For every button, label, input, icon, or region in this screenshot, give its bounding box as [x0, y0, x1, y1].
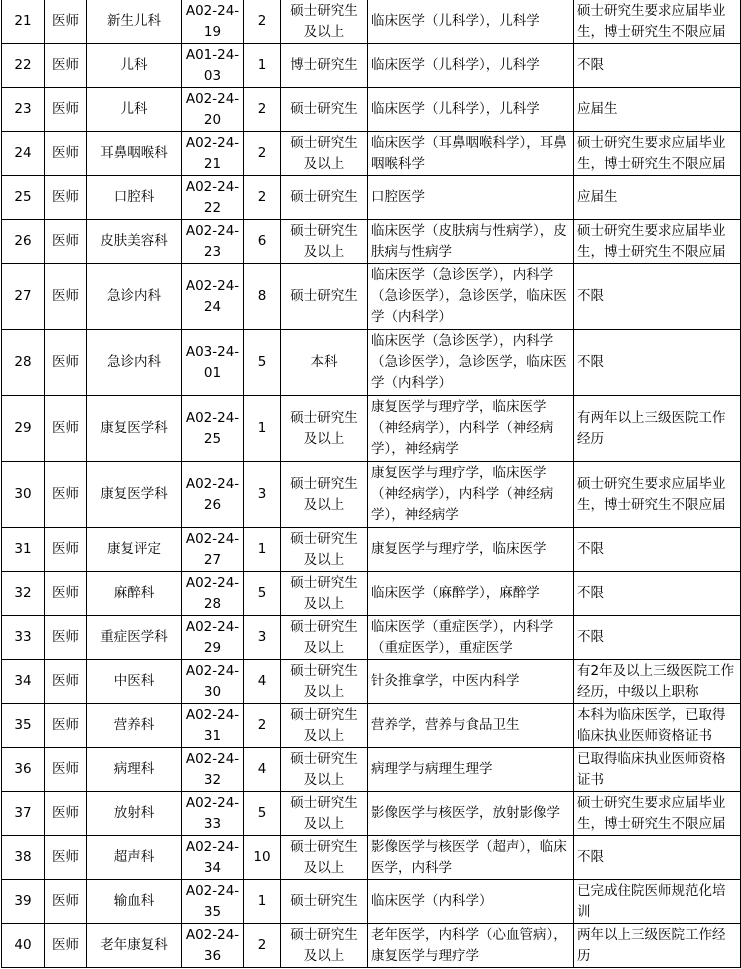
table-row [2, 880, 741, 924]
cell-post: 医师 [45, 88, 87, 132]
cell-education: 硕士研究生及以上 [281, 792, 368, 836]
cell-dept: 儿科 [87, 44, 182, 88]
cell-major: 老年医学，内科学（心血管病），康复医学与理疗学 [368, 924, 574, 968]
cell-no: 24 [2, 132, 45, 176]
cell-dept: 中医科 [87, 660, 182, 704]
cell-education: 硕士研究生及以上 [281, 748, 368, 792]
cell-dept: 输血科 [87, 880, 182, 924]
cell-major: 临床医学（麻醉学），麻醉学 [368, 572, 574, 616]
cell-education: 硕士研究生及以上 [281, 220, 368, 264]
cell-major: 临床医学（儿科学），儿科学 [368, 0, 574, 44]
cell-count: 10 [244, 836, 281, 880]
cell-post: 医师 [45, 462, 87, 528]
table-row [2, 616, 741, 660]
cell-education: 硕士研究生 [281, 264, 368, 330]
cell-no: 25 [2, 176, 45, 220]
cell-education: 硕士研究生 [281, 88, 368, 132]
cell-dept: 营养科 [87, 704, 182, 748]
cell-requirement: 不限 [574, 264, 741, 330]
table-row [2, 572, 741, 616]
cell-no: 21 [2, 0, 45, 44]
cell-no: 36 [2, 748, 45, 792]
cell-dept: 急诊内科 [87, 264, 182, 330]
cell-dept: 急诊内科 [87, 330, 182, 396]
cell-no: 34 [2, 660, 45, 704]
cell-dept: 康复医学科 [87, 462, 182, 528]
cell-requirement: 硕士研究生要求应届毕业生，博士研究生不限应届 [574, 462, 741, 528]
cell-post: 医师 [45, 572, 87, 616]
cell-no: 23 [2, 88, 45, 132]
cell-major: 临床医学（耳鼻咽喉科学），耳鼻咽喉科学 [368, 132, 574, 176]
table-row [2, 220, 741, 264]
cell-requirement: 不限 [574, 572, 741, 616]
cell-no: 40 [2, 924, 45, 968]
table-row [2, 836, 741, 880]
cell-education: 硕士研究生 [281, 176, 368, 220]
cell-post: 医师 [45, 44, 87, 88]
cell-education: 硕士研究生及以上 [281, 572, 368, 616]
cell-requirement: 不限 [574, 616, 741, 660]
cell-major: 影像医学与核医学，放射影像学 [368, 792, 574, 836]
cell-major: 临床医学（儿科学），儿科学 [368, 88, 574, 132]
cell-count: 2 [244, 704, 281, 748]
cell-count: 1 [244, 528, 281, 572]
cell-education: 硕士研究生及以上 [281, 660, 368, 704]
cell-count: 2 [244, 924, 281, 968]
cell-count: 2 [244, 0, 281, 44]
cell-post: 医师 [45, 616, 87, 660]
cell-post: 医师 [45, 704, 87, 748]
cell-post: 医师 [45, 0, 87, 44]
cell-count: 8 [244, 264, 281, 330]
cell-requirement: 硕士研究生要求应届毕业生，博士研究生不限应届 [574, 0, 741, 44]
cell-requirement: 硕士研究生要求应届毕业生，博士研究生不限应届 [574, 792, 741, 836]
cell-education: 硕士研究生 [281, 880, 368, 924]
cell-major: 康复医学与理疗学，临床医学（神经病学），内科学（神经病学），神经病学 [368, 462, 574, 528]
cell-dept: 康复评定 [87, 528, 182, 572]
cell-no: 37 [2, 792, 45, 836]
cell-major: 病理学与病理生理学 [368, 748, 574, 792]
cell-no: 28 [2, 330, 45, 396]
table-row [2, 396, 741, 462]
cell-code: A02-24-19 [182, 0, 244, 44]
cell-no: 33 [2, 616, 45, 660]
cell-no: 30 [2, 462, 45, 528]
cell-requirement: 不限 [574, 528, 741, 572]
cell-major: 临床医学（儿科学），儿科学 [368, 44, 574, 88]
cell-dept: 病理科 [87, 748, 182, 792]
table-row [2, 132, 741, 176]
cell-requirement: 硕士研究生要求应届毕业生，博士研究生不限应届 [574, 132, 741, 176]
cell-code: A02-24-29 [182, 616, 244, 660]
table-row [2, 88, 741, 132]
cell-no: 27 [2, 264, 45, 330]
cell-code: A01-24-03 [182, 44, 244, 88]
cell-post: 医师 [45, 924, 87, 968]
cell-no: 31 [2, 528, 45, 572]
cell-dept: 麻醉科 [87, 572, 182, 616]
cell-count: 4 [244, 748, 281, 792]
cell-requirement: 不限 [574, 44, 741, 88]
table-row [2, 528, 741, 572]
cell-requirement: 有两年以上三级医院工作经历 [574, 396, 741, 462]
cell-count: 3 [244, 462, 281, 528]
cell-count: 4 [244, 660, 281, 704]
cell-code: A02-24-21 [182, 132, 244, 176]
cell-education: 硕士研究生及以上 [281, 396, 368, 462]
cell-count: 5 [244, 792, 281, 836]
cell-major: 康复医学与理疗学，临床医学 [368, 528, 574, 572]
cell-dept: 放射科 [87, 792, 182, 836]
cell-code: A02-24-35 [182, 880, 244, 924]
cell-code: A02-24-30 [182, 660, 244, 704]
cell-count: 1 [244, 880, 281, 924]
cell-code: A02-24-23 [182, 220, 244, 264]
cell-dept: 新生儿科 [87, 0, 182, 44]
cell-requirement: 两年以上三级医院工作经历 [574, 924, 741, 968]
cell-major: 口腔医学 [368, 176, 574, 220]
cell-post: 医师 [45, 528, 87, 572]
cell-education: 硕士研究生及以上 [281, 462, 368, 528]
cell-major: 临床医学（急诊医学），内科学（急诊医学），急诊医学，临床医学（内科学） [368, 330, 574, 396]
cell-count: 1 [244, 396, 281, 462]
cell-code: A02-24-24 [182, 264, 244, 330]
cell-post: 医师 [45, 792, 87, 836]
cell-no: 38 [2, 836, 45, 880]
cell-dept: 康复医学科 [87, 396, 182, 462]
cell-post: 医师 [45, 220, 87, 264]
cell-requirement: 应届生 [574, 176, 741, 220]
cell-code: A02-24-25 [182, 396, 244, 462]
table-row [2, 748, 741, 792]
cell-major: 临床医学（内科学） [368, 880, 574, 924]
cell-major: 影像医学与核医学（超声），临床医学，内科学 [368, 836, 574, 880]
cell-education: 硕士研究生及以上 [281, 704, 368, 748]
cell-code: A02-24-20 [182, 88, 244, 132]
table-row [2, 792, 741, 836]
cell-post: 医师 [45, 836, 87, 880]
cell-dept: 老年康复科 [87, 924, 182, 968]
cell-post: 医师 [45, 264, 87, 330]
cell-no: 39 [2, 880, 45, 924]
cell-dept: 耳鼻咽喉科 [87, 132, 182, 176]
cell-post: 医师 [45, 880, 87, 924]
cell-requirement: 已完成住院医师规范化培训 [574, 880, 741, 924]
cell-count: 1 [244, 44, 281, 88]
cell-major: 临床医学（急诊医学），内科学（急诊医学），急诊医学，临床医学（内科学） [368, 264, 574, 330]
cell-code: A02-24-28 [182, 572, 244, 616]
cell-requirement: 有2年及以上三级医院工作经历，中级以上职称 [574, 660, 741, 704]
table-row [2, 462, 741, 528]
cell-requirement: 不限 [574, 836, 741, 880]
table-row [2, 44, 741, 88]
cell-major: 针灸推拿学，中医内科学 [368, 660, 574, 704]
cell-education: 硕士研究生及以上 [281, 528, 368, 572]
cell-post: 医师 [45, 176, 87, 220]
cell-requirement: 已取得临床执业医师资格证书 [574, 748, 741, 792]
cell-count: 5 [244, 572, 281, 616]
cell-dept: 口腔科 [87, 176, 182, 220]
cell-post: 医师 [45, 748, 87, 792]
table-row [2, 330, 741, 396]
cell-code: A02-24-22 [182, 176, 244, 220]
table-body [2, 0, 741, 968]
cell-code: A03-24-01 [182, 330, 244, 396]
cell-no: 32 [2, 572, 45, 616]
cell-post: 医师 [45, 396, 87, 462]
cell-dept: 皮肤美容科 [87, 220, 182, 264]
cell-dept: 儿科 [87, 88, 182, 132]
cell-education: 硕士研究生及以上 [281, 132, 368, 176]
cell-post: 医师 [45, 330, 87, 396]
cell-major: 临床医学（皮肤病与性病学），皮肤病与性病学 [368, 220, 574, 264]
table-row [2, 176, 741, 220]
cell-code: A02-24-36 [182, 924, 244, 968]
cell-no: 35 [2, 704, 45, 748]
table-row [2, 924, 741, 968]
recruitment-table [1, 0, 741, 968]
cell-no: 29 [2, 396, 45, 462]
cell-count: 6 [244, 220, 281, 264]
cell-education: 博士研究生 [281, 44, 368, 88]
cell-code: A02-24-34 [182, 836, 244, 880]
cell-education: 硕士研究生及以上 [281, 0, 368, 44]
cell-major: 临床医学（重症医学），内科学（重症医学），重症医学 [368, 616, 574, 660]
table-row [2, 704, 741, 748]
cell-count: 2 [244, 88, 281, 132]
cell-post: 医师 [45, 132, 87, 176]
cell-no: 22 [2, 44, 45, 88]
table-row [2, 0, 741, 44]
cell-code: A02-24-27 [182, 528, 244, 572]
cell-code: A02-24-26 [182, 462, 244, 528]
cell-major: 康复医学与理疗学，临床医学（神经病学），内科学（神经病学），神经病学 [368, 396, 574, 462]
cell-education: 硕士研究生及以上 [281, 836, 368, 880]
cell-education: 本科 [281, 330, 368, 396]
cell-count: 2 [244, 176, 281, 220]
cell-education: 硕士研究生及以上 [281, 924, 368, 968]
cell-dept: 超声科 [87, 836, 182, 880]
cell-code: A02-24-32 [182, 748, 244, 792]
table-row [2, 660, 741, 704]
cell-education: 硕士研究生及以上 [281, 616, 368, 660]
cell-code: A02-24-31 [182, 704, 244, 748]
cell-requirement: 应届生 [574, 88, 741, 132]
cell-requirement: 硕士研究生要求应届毕业生，博士研究生不限应届 [574, 220, 741, 264]
cell-code: A02-24-33 [182, 792, 244, 836]
table-row [2, 264, 741, 330]
cell-dept: 重症医学科 [87, 616, 182, 660]
cell-requirement: 不限 [574, 330, 741, 396]
cell-count: 5 [244, 330, 281, 396]
cell-count: 2 [244, 132, 281, 176]
cell-no: 26 [2, 220, 45, 264]
cell-major: 营养学，营养与食品卫生 [368, 704, 574, 748]
cell-requirement: 本科为临床医学，已取得临床执业医师资格证书 [574, 704, 741, 748]
cell-count: 3 [244, 616, 281, 660]
cell-post: 医师 [45, 660, 87, 704]
